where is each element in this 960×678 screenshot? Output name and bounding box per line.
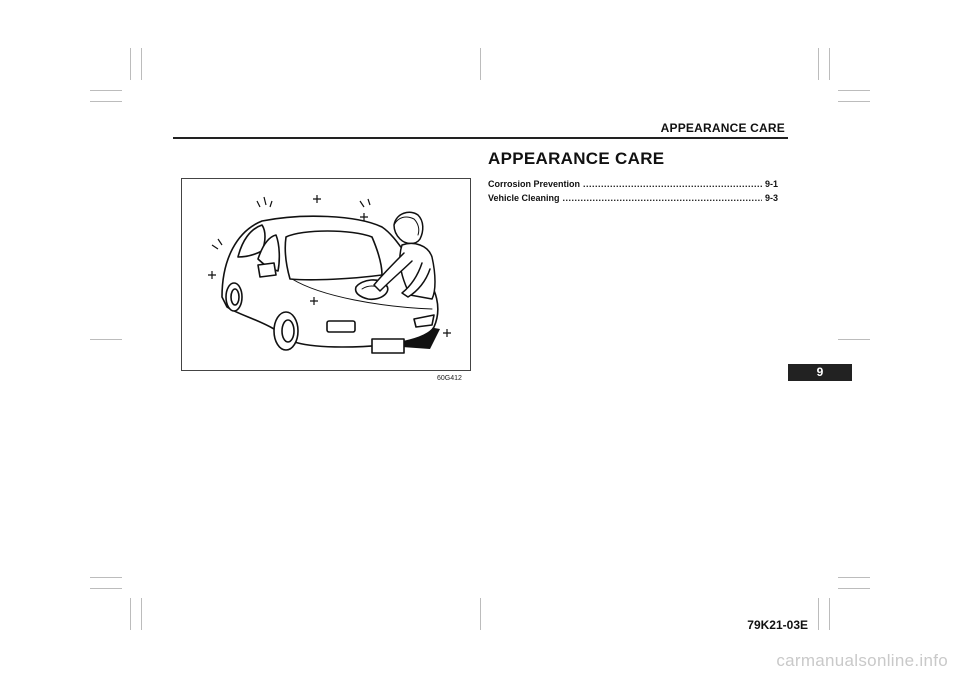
crop-mark: [141, 598, 142, 630]
crop-mark: [829, 598, 830, 630]
watermark: carmanualsonline.info: [776, 651, 948, 670]
toc-entry-label: Vehicle Cleaning: [488, 193, 560, 203]
crop-mark: [480, 48, 481, 80]
chapter-title: APPEARANCE CARE: [488, 149, 665, 168]
document-code: 79K21-03E: [747, 618, 808, 632]
crop-mark: [480, 598, 481, 630]
toc-leader-dots: [563, 191, 762, 205]
crop-mark: [90, 90, 122, 91]
header-rule: [173, 137, 788, 139]
toc-entry-vehicle-cleaning[interactable]: [488, 191, 778, 205]
crop-mark: [838, 90, 870, 91]
table-of-contents: [488, 177, 778, 205]
figure-frame: [181, 178, 471, 371]
running-header: APPEARANCE CARE: [660, 121, 785, 135]
crop-mark: [818, 598, 819, 630]
figure-code: 60G412: [437, 375, 462, 382]
toc-leader-dots: [583, 177, 762, 191]
toc-entry-corrosion-prevention[interactable]: [488, 177, 778, 191]
crop-mark: [130, 598, 131, 630]
crop-mark: [130, 48, 131, 80]
crop-mark: [838, 588, 870, 589]
section-tab[interactable]: 9: [788, 364, 852, 381]
crop-mark: [90, 339, 122, 340]
crop-mark: [838, 577, 870, 578]
crop-mark: [818, 48, 819, 80]
crop-mark: [90, 101, 122, 102]
crop-mark: [90, 577, 122, 578]
toc-entry-label: Corrosion Prevention: [488, 179, 581, 189]
crop-mark: [829, 48, 830, 80]
crop-mark: [838, 339, 870, 340]
toc-entry-page: 9-3: [764, 193, 778, 203]
car-illustration: [182, 179, 472, 372]
crop-mark: [838, 101, 870, 102]
crop-mark: [90, 588, 122, 589]
toc-entry-page: 9-1: [764, 179, 778, 189]
crop-mark: [141, 48, 142, 80]
